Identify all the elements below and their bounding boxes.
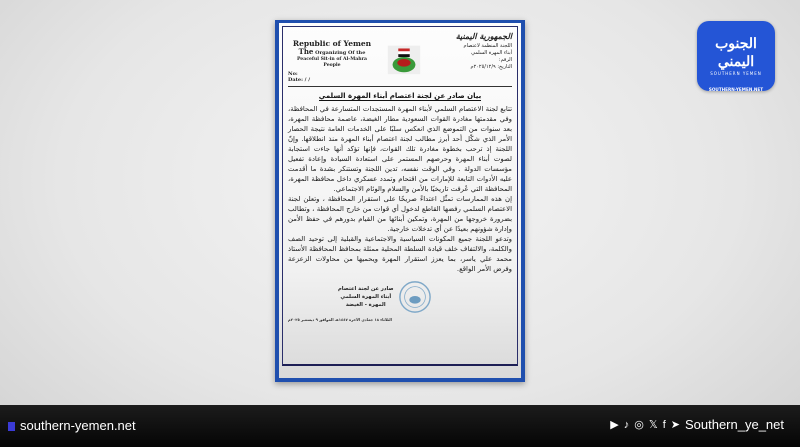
document-body [288,104,512,274]
x-icon[interactable]: 𝕏 [648,419,658,431]
tiktok-icon[interactable]: ♪ [623,418,630,431]
document-header [288,31,512,83]
english-header [288,31,376,83]
accent-square-icon [8,422,15,431]
signature-block [338,285,394,309]
document-page [279,23,521,378]
date-line: الثلاثاء ١٨ جمادى الآخرة ١٤٤٧هـ الموافق ٩ ديسمبر ٢٠٢٥م [288,318,392,322]
paragraph: إن هذه الممارسات تمثّل اعتداءً صريحًا على استقرار المحافظة ، وتعلن لجنة الاعتصام السلمي رفضها القاطع لدخول أي قوات من خارج المحافظة ، وتطالب بضرورة خروجها من المهرة، وتمكين أبنائها من القيام بدورهم في حفظ الأمن وإدارة شؤونهم بعيدًا عن أي تدخلات خارجية. [288,195,512,233]
document-title-text: بيان صادر عن لجنة اعتصام أبناء المهرة السلمي [318,92,482,100]
english-header-organizing: Organizing Of the [315,50,366,56]
instagram-icon[interactable]: ◎ [634,419,644,431]
signature-line2: أبناء المهرة السلمي [340,294,392,300]
document-title [288,91,512,101]
number-label: No: [288,71,298,77]
footer-bar [0,405,800,447]
youtube-icon[interactable]: ▶ [610,419,619,431]
logo-url: SOUTHERN-YEMEN.NET [708,87,764,92]
arabic-header-calligraphy: الجمهورية اليمنية [455,31,512,41]
page-border [282,26,518,366]
signature-line3: المهرة - الغيضة [345,302,386,308]
signature-line1: صادر عن لجنة اعتصام [338,286,394,292]
english-header-the: The [298,47,314,56]
arabic-header [432,31,512,71]
footer-site-link[interactable]: southern-yemen.net [20,418,136,433]
header-divider [288,86,512,87]
paragraph: تتابع لجنة الاعتصام السلمي لأبناء المهرة المستجدات المتسارعة في المحافظة، وفي مقدمتها مغادرة القوات السعودية مطار الغيضة، عاصمة محافظة المهرة، بعد سنوات من التموضع الذي انعكس سلبًا على الخدمات العامة نتيجة الحصار الأمر الذي شكّل أحد أبرز مطالب لجنة اعتصام أبناء المهرة منذ انطلاقها. وإنّ اللجنة إذ ترحب بخطوة مغادرة تلك القوات، فإنها تؤكد أنها جاءت استجابة لصوت أبناء المهرة وحرصهم المستمر على استعادة السيادة وإعادة تفعيل مؤسسات الدولة . وفي الوقت نفسه، تدين اللجنة وتستنكر بشدة ما أقدمت عليه الأدوات التابعة للإمارات من اقتحام وتمدد عسكري داخل محافظة المهرة، المحافظة التي عُرفت تاريخيًا بالأمن والسلام والوئام الاجتماعي. [288,105,512,193]
social-handle[interactable]: Southern_ye_net [684,417,784,432]
arabic-date-label: التاريخ: ٢٠٢٥/١٢/٩م [470,64,512,70]
arabic-header-line2: أبناء المهرة السلمي [471,50,512,56]
english-header-line3: Peaceful Sit-in of Al-Mahra People [296,57,368,68]
paragraph: وتدعو اللجنة جميع المكونات السياسية والاجتماعية والقبلية إلى توحيد الصف والكلمة، والالتفاف خلف قيادة السلطة المحلية ممثلة بمحافظ المحافظة الأستاذ محمد علي ياسر، بما يعزز استقرار المهرة ويحميها من محاولات الزعزعة وفرض الأمر الواقع. [288,235,512,273]
site-logo[interactable] [697,21,775,91]
signature-row [338,280,512,314]
arabic-number-label: الرقم: [498,57,512,63]
date-label: Date: / / [288,77,311,83]
english-header-line2 [288,48,376,57]
document-image [275,20,525,382]
facebook-icon[interactable]: f [662,418,666,431]
emblem-icon [384,39,424,77]
telegram-icon[interactable]: ➤ [670,419,680,431]
arabic-header-line1: اللجنة المنظمة لاعتصام [463,43,512,49]
logo-arabic: الجنوب اليمني [715,36,757,70]
stamp-icon [398,280,432,314]
social-links [610,417,784,432]
logo-subtitle: SOUTHERN YEMEN [710,71,762,76]
english-header-line1: Republic of Yemen [292,39,372,48]
